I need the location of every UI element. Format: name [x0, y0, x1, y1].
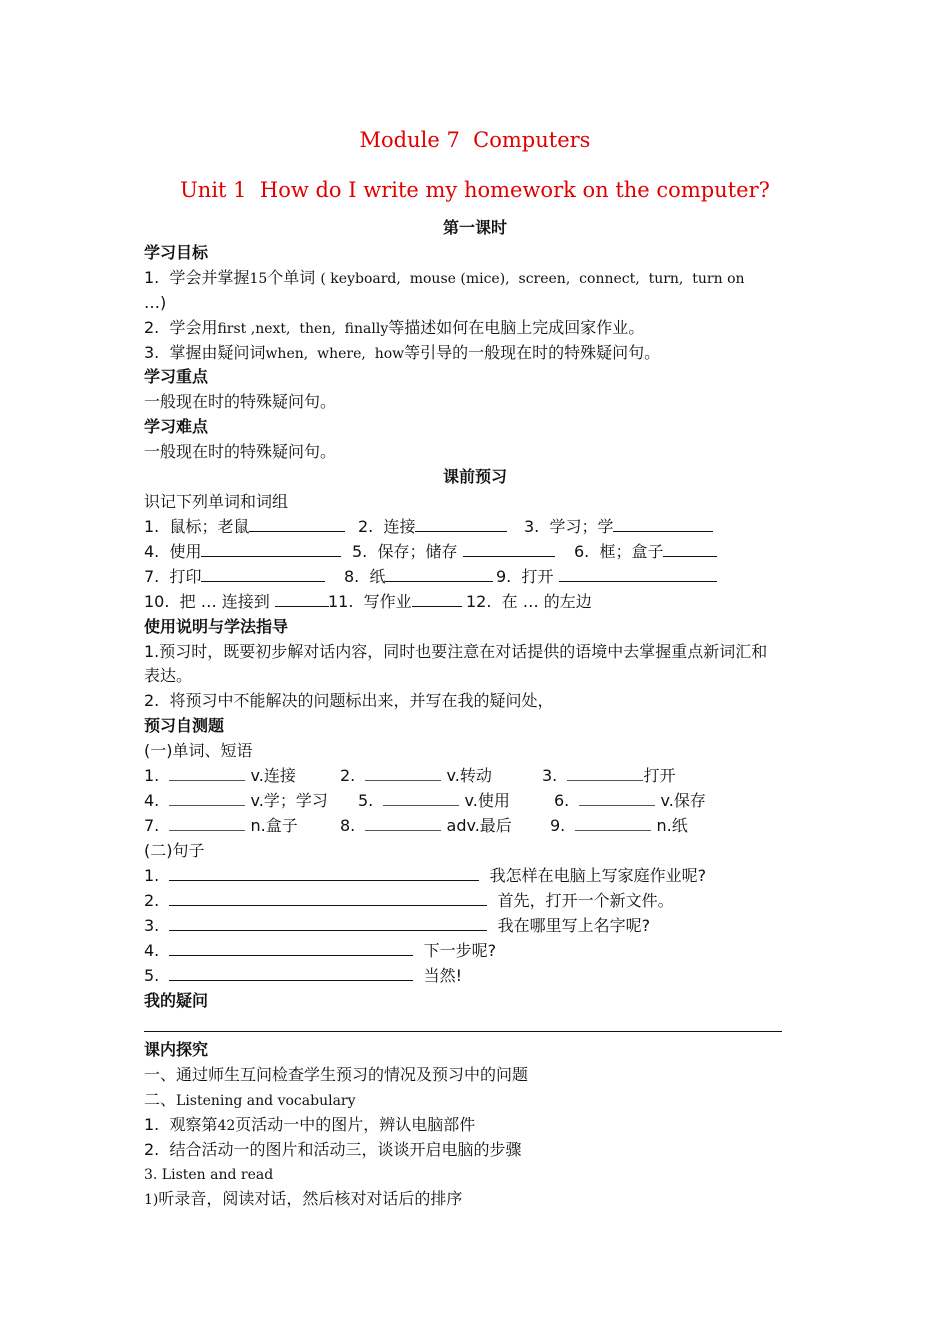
sentence-2: 2. 首先，打开一个新文件。	[144, 891, 674, 910]
selftest-part2: (二)句子	[144, 841, 205, 860]
vocab-11: 11. 写作业	[328, 591, 462, 613]
questions-answer-line[interactable]	[144, 1031, 782, 1032]
vocab-10: 10. 把 … 连接到	[144, 591, 329, 613]
blank-line[interactable]	[249, 516, 345, 532]
vocab-4: 4. 使用	[144, 541, 341, 563]
explore-line-5: 3. Listen and read	[144, 1167, 274, 1183]
word-1: 1. v.连接	[144, 766, 296, 785]
blank-line[interactable]	[383, 790, 459, 806]
difficulty-text: 一般现在时的特殊疑问句。	[144, 442, 337, 461]
word-2: 2. v.转动	[340, 766, 492, 785]
blank-line[interactable]	[613, 516, 713, 532]
blank-line[interactable]	[412, 591, 462, 607]
module-title: Module 7 Computers	[359, 128, 591, 152]
explore-line-4: 2. 结合活动一的图片和活动三，谈谈开启电脑的步骤	[144, 1140, 522, 1159]
blank-line[interactable]	[385, 566, 493, 582]
blank-line[interactable]	[559, 566, 717, 582]
questions-heading: 我的疑问	[144, 991, 209, 1010]
blank-line[interactable]	[201, 566, 325, 582]
unit-title: Unit 1 How do I write my homework on the computer?	[180, 178, 770, 202]
vocab-9: 9. 打开	[496, 566, 717, 588]
explore-heading: 课内探究	[144, 1040, 209, 1059]
word-8: 8. adv.最后	[340, 816, 512, 835]
blank-line[interactable]	[567, 765, 643, 781]
blank-line[interactable]	[579, 790, 655, 806]
word-4: 4. v.学；学习	[144, 791, 328, 810]
vocab-12: 12. 在 … 的左边	[466, 592, 592, 611]
explore-line-6: 1)听录音，阅读对话，然后核对对话后的排序	[144, 1189, 463, 1208]
goal-item-1-cont: …)	[144, 293, 167, 312]
vocab-5: 5. 保存；储存	[352, 541, 555, 563]
blank-line[interactable]	[169, 865, 479, 881]
explore-line-1: 一、通过师生互问检查学生预习的情况及预习中的问题	[144, 1065, 529, 1084]
vocab-3: 3. 学习；学	[524, 516, 713, 538]
sentence-5: 5. 当然!	[144, 966, 463, 985]
blank-line[interactable]	[169, 765, 245, 781]
blank-line[interactable]	[169, 790, 245, 806]
instructions-p1a: 1.预习时，既要初步解对话内容，同时也要注意在对话提供的语境中去掌握重点新词汇和	[144, 642, 768, 661]
sentence-1: 1. 我怎样在电脑上写家庭作业呢?	[144, 866, 707, 885]
sentence-4: 4. 下一步呢?	[144, 941, 497, 960]
blank-line[interactable]	[575, 815, 651, 831]
word-9: 9. n.纸	[550, 816, 688, 835]
blank-line[interactable]	[169, 815, 245, 831]
instructions-p1b: 表达。	[144, 666, 193, 685]
preview-intro: 识记下列单词和词组	[144, 492, 289, 511]
goal-item-2: 2. 学会用first ,next, then, finally等描述如何在电脑上完成回家作业。	[144, 318, 645, 337]
blank-line[interactable]	[169, 965, 413, 981]
blank-line[interactable]	[201, 541, 341, 557]
selftest-heading: 预习自测题	[144, 716, 225, 735]
sentence-3: 3. 我在哪里写上名字呢?	[144, 916, 651, 935]
difficulty-heading: 学习难点	[144, 417, 209, 436]
selftest-part1: (一)单词、短语	[144, 741, 253, 760]
word-3: 3. 打开	[542, 766, 676, 785]
blank-line[interactable]	[169, 915, 487, 931]
goals-heading: 学习目标	[144, 243, 209, 262]
blank-line[interactable]	[365, 815, 441, 831]
blank-line[interactable]	[169, 890, 487, 906]
vocab-1: 1. 鼠标；老鼠	[144, 516, 345, 538]
key-point-heading: 学习重点	[144, 367, 209, 386]
word-5: 5. v.使用	[358, 791, 510, 810]
blank-line[interactable]	[169, 940, 413, 956]
goal-item-3: 3. 掌握由疑问词when, where, how等引导的一般现在时的特殊疑问句。	[144, 343, 661, 362]
blank-line[interactable]	[275, 591, 329, 607]
vocab-2: 2. 连接	[358, 516, 507, 538]
explore-line-3: 1. 观察第42页活动一中的图片，辨认电脑部件	[144, 1115, 476, 1134]
word-6: 6. v.保存	[554, 791, 706, 810]
lesson-heading: 第一课时	[442, 218, 507, 237]
blank-line[interactable]	[365, 765, 441, 781]
vocab-7: 7. 打印	[144, 566, 325, 588]
blank-line[interactable]	[415, 516, 507, 532]
explore-line-2: 二、Listening and vocabulary	[144, 1090, 356, 1109]
preview-heading: 课前预习	[442, 467, 507, 486]
blank-line[interactable]	[463, 541, 555, 557]
instructions-p2: 2. 将预习中不能解决的问题标出来，并写在我的疑问处，	[144, 691, 554, 710]
blank-line[interactable]	[663, 541, 717, 557]
vocab-8: 8. 纸	[344, 566, 493, 588]
goal-item-1: 1. 学会并掌握15个单词 ( keyboard, mouse (mice), screen, connect, turn, turn on	[144, 268, 745, 287]
key-point-text: 一般现在时的特殊疑问句。	[144, 392, 337, 411]
instructions-heading: 使用说明与学法指导	[144, 617, 289, 636]
word-7: 7. n.盒子	[144, 816, 298, 835]
vocab-6: 6. 框；盒子	[574, 541, 717, 563]
